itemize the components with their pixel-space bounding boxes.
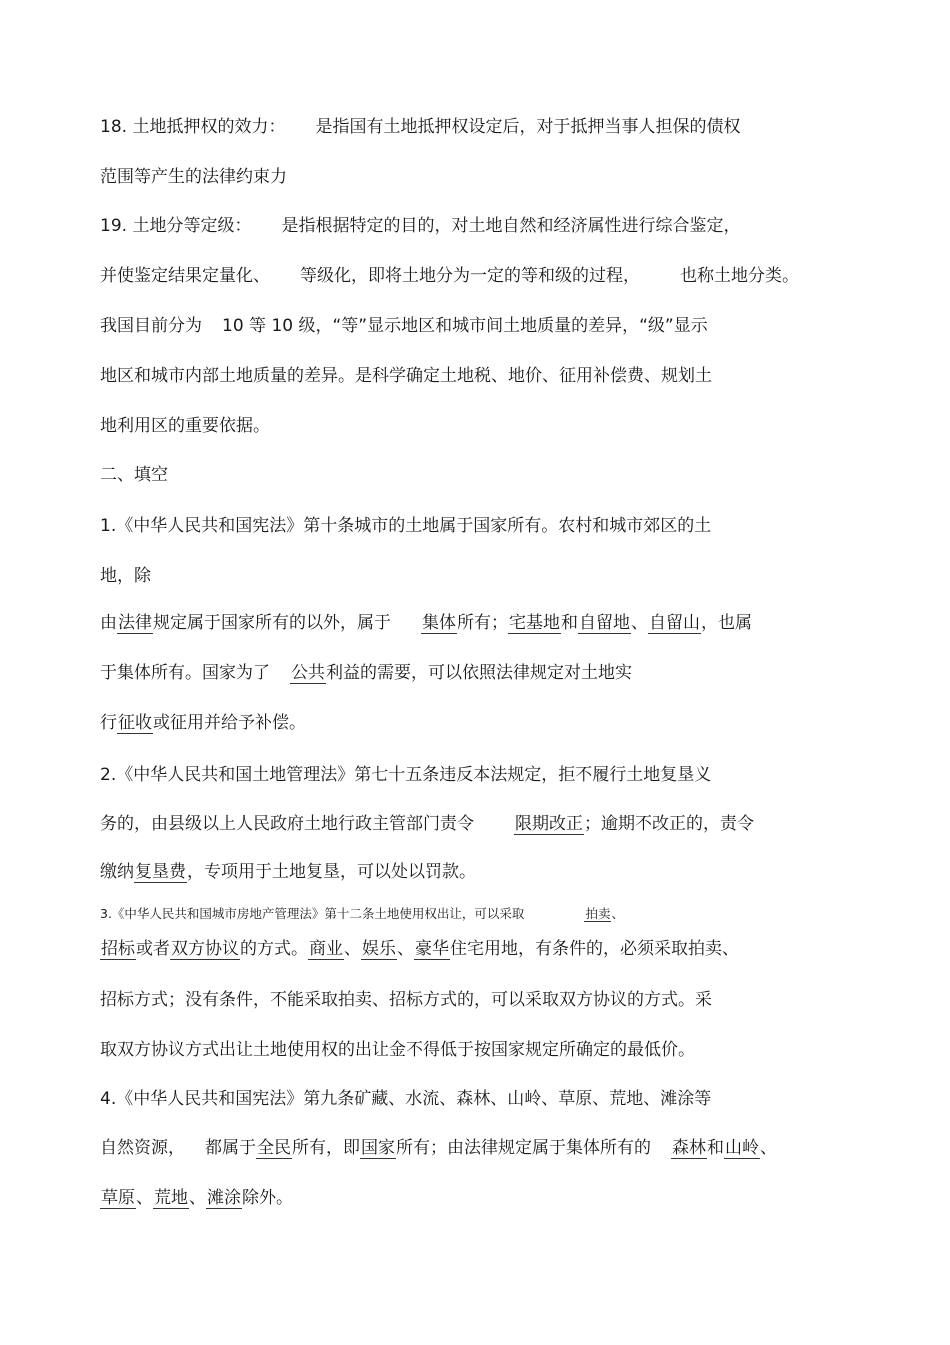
item19-line5	[100, 414, 270, 438]
fill3-line4	[100, 1038, 695, 1062]
fill1-line1	[100, 514, 711, 538]
fill1-line2	[100, 564, 151, 588]
fill4-line1	[100, 1087, 711, 1111]
fill4-text: 所有；由法律规定属于集体所有的	[396, 1138, 651, 1158]
fill1-text: ，也属	[701, 613, 752, 633]
fill-blank-answer: 征收	[118, 713, 152, 733]
fill2-line2	[100, 812, 754, 836]
fill3-text: 住宅用地，有条件的，必须采取拍卖、	[450, 939, 739, 959]
fill-blank-answer: 商业	[309, 939, 343, 959]
fill3-line1	[100, 902, 624, 926]
fill-blank-answer: 公共	[291, 663, 325, 683]
fill2-line1	[100, 763, 711, 787]
fill4-text: 都属于	[205, 1138, 256, 1158]
item19-text: 也称土地分类。	[680, 266, 799, 286]
fill4-text: 和	[707, 1138, 724, 1158]
fill-blank-answer: 草原	[101, 1188, 135, 1208]
item19-term: 19. 土地分等定级：	[100, 216, 252, 236]
fill-blank-answer: 山岭	[725, 1138, 759, 1158]
fill1-line5	[100, 711, 306, 735]
fill1-text: 利益的需要，可以依照法律规定对土地实	[326, 663, 632, 683]
item18-line2	[100, 165, 287, 189]
item18-line1	[100, 115, 740, 139]
item19-line1	[100, 214, 740, 238]
fill1-text: 于集体所有。国家为了	[100, 663, 270, 683]
fill2-text: 务的，由县级以上人民政府土地行政主管部门责令	[100, 814, 474, 834]
fill2-text: ，专项用于土地复垦，可以处以罚款。	[187, 862, 476, 882]
fill-blank-answer: 拍卖	[585, 906, 611, 921]
fill-blank-answer: 国家	[361, 1138, 395, 1158]
fill1-text: 地，除	[100, 566, 151, 586]
fill4-line2	[100, 1136, 777, 1160]
fill-blank-answer: 滩涂	[207, 1188, 241, 1208]
fill-blank-answer: 豪华	[415, 939, 449, 959]
fill4-text: 、	[136, 1188, 153, 1208]
fill-blank-answer: 全民	[257, 1138, 291, 1158]
section-heading	[100, 463, 168, 487]
fill1-line4	[100, 661, 632, 685]
section-heading-text: 二、填空	[100, 465, 168, 485]
fill4-text: 所有，即	[292, 1138, 360, 1158]
item19-text: 并使鉴定结果定量化、	[100, 266, 270, 286]
fill1-line3	[100, 611, 752, 635]
fill1-text: 或征用并给予补偿。	[153, 713, 306, 733]
fill4-line3	[100, 1186, 293, 1210]
item19-line2	[100, 264, 799, 288]
item18-term: 18. 土地抵押权的效力：	[100, 117, 286, 137]
fill4-text: 4.《中华人民共和国宪法》第九条矿藏、水流、森林、山岭、草原、荒地、滩涂等	[100, 1089, 712, 1109]
fill1-text: 所有；	[457, 613, 508, 633]
fill-blank-answer: 荒地	[154, 1188, 188, 1208]
fill1-text: 、	[631, 613, 648, 633]
item18-definition: 是指国有土地抵押权设定后，对于抵押当事人担保的债权	[315, 117, 741, 137]
fill3-text: 取双方协议方式出让土地使用权的出让金不得低于按国家规定所确定的最低价。	[100, 1040, 695, 1060]
fill-blank-answer: 集体	[422, 613, 456, 633]
fill1-text: 行	[100, 713, 117, 733]
fill3-text: 、	[611, 906, 624, 921]
fill-blank-answer: 娱乐	[362, 939, 396, 959]
fill-blank-answer: 宅基地	[509, 613, 560, 633]
fill1-text: 规定属于国家所有的以外，属于	[153, 613, 391, 633]
item19-text: 我国目前分为	[100, 316, 202, 336]
fill1-text: 由	[100, 613, 117, 633]
fill2-text: 缴纳	[100, 862, 134, 882]
item18-definition-cont: 范围等产生的法律约束力	[100, 167, 287, 187]
fill3-text: 、	[344, 939, 361, 959]
fill2-line3	[100, 860, 476, 884]
item19-line3	[100, 314, 708, 338]
fill3-text: 或者	[136, 939, 170, 959]
fill-blank-answer: 法律	[118, 613, 152, 633]
fill4-text: 除外。	[242, 1188, 293, 1208]
fill-blank-answer: 复垦费	[135, 862, 186, 882]
fill1-text: 和	[561, 613, 578, 633]
fill-blank-answer: 招标	[101, 939, 135, 959]
fill1-text: 1.《中华人民共和国宪法》第十条城市的土地属于国家所有。农村和城市郊区的土	[100, 516, 712, 536]
fill3-line3	[100, 988, 712, 1012]
fill-blank-answer: 限期改正	[515, 814, 583, 834]
item19-text: 地区和城市内部土地质量的差异。是科学确定土地税、地价、征用补偿费、规划土	[100, 366, 712, 386]
fill4-text: 自然资源，	[100, 1138, 185, 1158]
fill-blank-answer: 自留地	[579, 613, 630, 633]
fill3-line2	[100, 937, 739, 961]
fill4-text: 、	[760, 1138, 777, 1158]
item19-line4	[100, 364, 712, 388]
fill-blank-answer: 双方协议	[171, 939, 239, 959]
fill2-text: 2.《中华人民共和国土地管理法》第七十五条违反本法规定，拒不履行土地复垦义	[100, 765, 712, 785]
fill2-text: ；逾期不改正的，责令	[584, 814, 754, 834]
item19-definition: 是指根据特定的目的，对土地自然和经济属性进行综合鉴定，	[281, 216, 741, 236]
fill-blank-answer: 森林	[672, 1138, 706, 1158]
fill-blank-answer: 自留山	[649, 613, 700, 633]
fill3-text: 的方式。	[240, 939, 308, 959]
item19-text: 地利用区的重要依据。	[100, 416, 270, 436]
fill3-text: 、	[397, 939, 414, 959]
item19-text: 10 等 10 级，“等”显示地区和城市间土地质量的差异，“级”显示	[222, 316, 708, 336]
fill3-text: 3.《中华人民共和国城市房地产管理法》第十二条土地使用权出让，可以采取	[100, 906, 525, 921]
fill3-text: 招标方式；没有条件，不能采取拍卖、招标方式的，可以采取双方协议的方式。采	[100, 990, 712, 1010]
item19-text: 等级化，即将土地分为一定的等和级的过程，	[300, 266, 640, 286]
fill4-text: 、	[189, 1188, 206, 1208]
